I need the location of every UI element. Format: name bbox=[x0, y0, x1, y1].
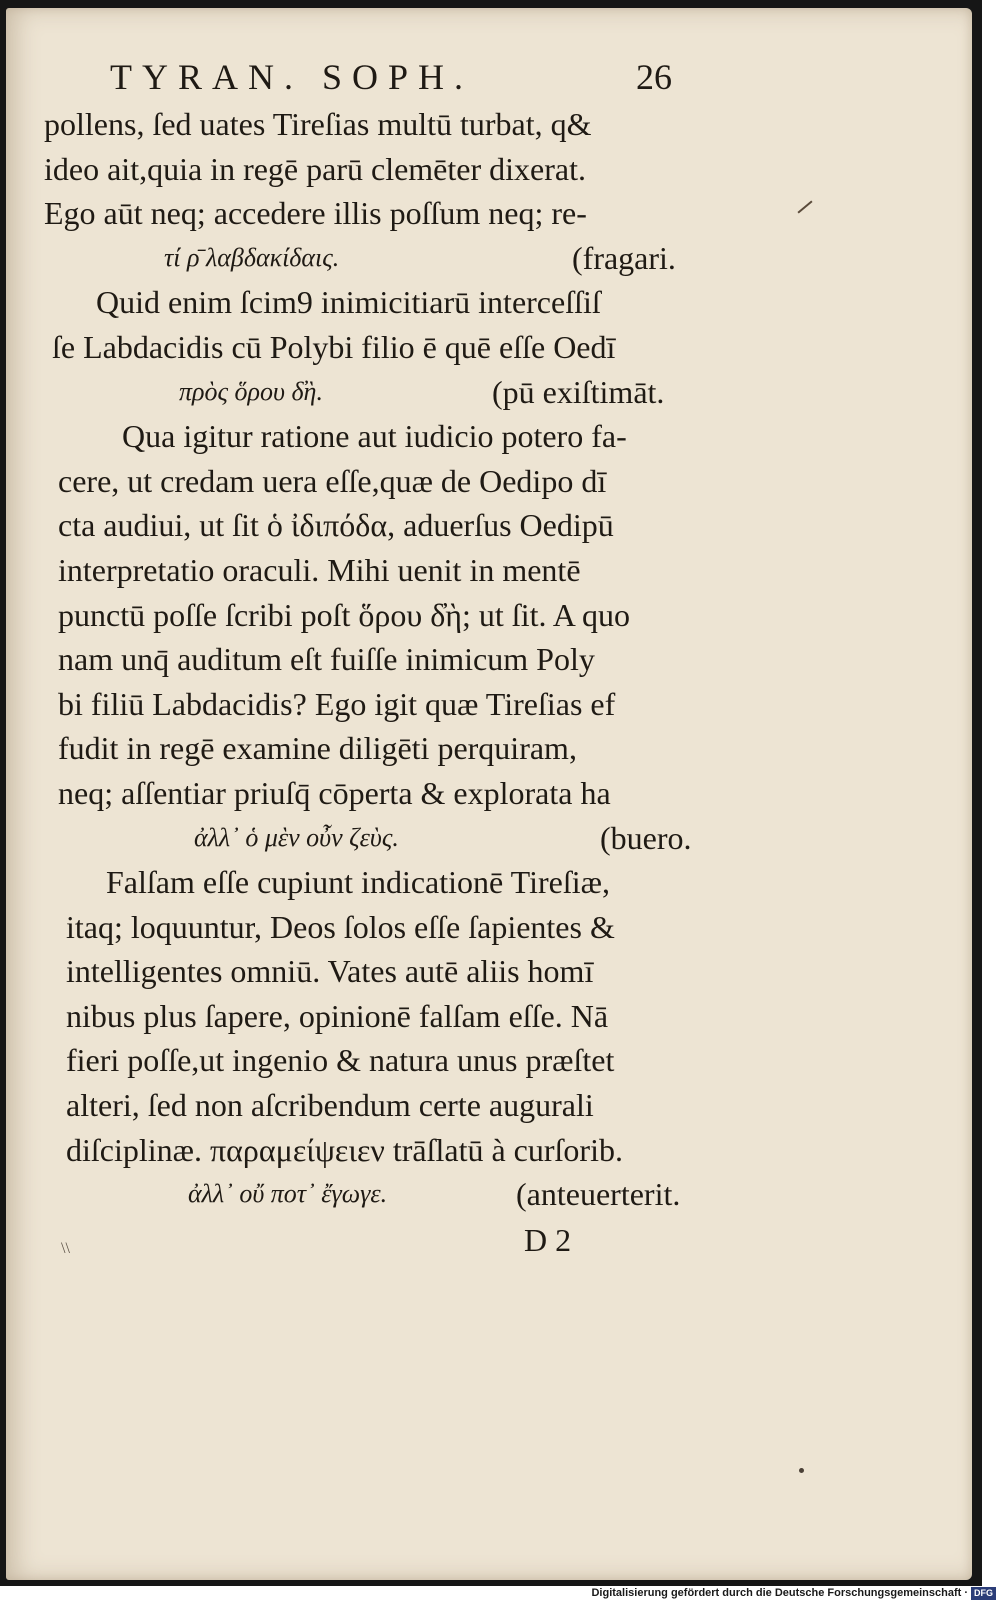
text-block bbox=[44, 48, 744, 1217]
text-line: ideo ait,quia in regē parū clemēter dixerat. bbox=[44, 150, 586, 187]
turnover-text: (fragari. bbox=[572, 239, 676, 276]
turnover-text: (buero. bbox=[600, 819, 692, 856]
text-line: bi filiū Labdacidis? Ego igit quæ Tireſias ef bbox=[58, 685, 616, 722]
text-line: intelligentes omniū. Vates autē aliis homī bbox=[66, 953, 594, 990]
text-line: neq; aſſentiar priuſq̄ cōperta & explorata ha bbox=[58, 774, 611, 811]
page-header bbox=[44, 48, 744, 102]
greek-quote: πρὸς ὅρου δ̓ὴ. bbox=[179, 376, 323, 406]
text-line: Quid enim ſcim9 inimicitiarū interceſſiſ bbox=[96, 284, 601, 321]
turnover-text: (anteuerterit. bbox=[516, 1176, 681, 1213]
digitization-credit bbox=[591, 1585, 996, 1601]
text-line: nam unq̄ auditum eſt fuiſſe inimicum Poly bbox=[58, 641, 595, 678]
text-line: ſe Labdacidis cū Polybi filio ē quē eſſe Oedī bbox=[52, 328, 616, 365]
running-title: TYRAN. SOPH. bbox=[110, 57, 474, 97]
text-line: cta audiui, ut ſit ὁ ἰδιπόδα, aduerſus Oedipū bbox=[58, 507, 614, 544]
greek-quote-line bbox=[44, 1172, 744, 1217]
text-line: pollens, ſed uates Tireſias multū turbat, q& bbox=[44, 106, 592, 142]
ink-speck bbox=[799, 1468, 804, 1473]
margin-mark: \\ bbox=[61, 1240, 70, 1257]
greek-quote-line bbox=[44, 370, 744, 415]
ink-stroke bbox=[797, 200, 812, 213]
book-page bbox=[6, 8, 972, 1580]
text-line: fieri poſſe,ut ingenio & natura unus præſtet bbox=[66, 1042, 615, 1079]
greek-quote: ἀλλ᾽ ὁ μὲν οὖν ζεὺς. bbox=[194, 822, 399, 852]
turnover-text: (pū exiſtimāt. bbox=[492, 373, 665, 410]
text-line: punctū poſſe ſcribi poſt ὅρου δ̓ὴ; ut ſit. A quo bbox=[58, 596, 631, 633]
greek-quote: ἀλλ᾽ οὔ ποτ᾽ ἔγωγε. bbox=[188, 1179, 388, 1209]
text-line: interpretatio oraculi. Mihi uenit in mentē bbox=[58, 551, 581, 588]
text-line: itaq; loquuntur, Deos ſolos eſſe ſapientes & bbox=[66, 908, 615, 945]
page-number: 26 bbox=[636, 57, 672, 97]
text-line: cere, ut credam uera eſſe,quæ de Oedipo dī bbox=[58, 462, 607, 499]
greek-quote-line bbox=[44, 236, 744, 281]
text-line: Qua igitur ratione aut iudicio potero fa- bbox=[122, 418, 627, 455]
text-line: diſciplinæ. παραμείψειεν trāſlatū à curſorib. bbox=[66, 1131, 623, 1168]
signature-mark: D 2 bbox=[524, 1222, 572, 1258]
text-line: fudit in regē examine diligēti perquiram, bbox=[58, 730, 577, 767]
text-line: alteri, ſed non aſcribendum certe augurali bbox=[66, 1087, 594, 1124]
text-line: nibus plus ſapere, opinionē falſam eſſe. Nā bbox=[66, 997, 609, 1034]
greek-quote: τί ρ̄ λαβδακίδαις. bbox=[164, 242, 340, 272]
text-line: Ego aūt neq; accedere illis poſſum neq; re- bbox=[44, 195, 587, 232]
credit-text: Digitalisierung gefördert durch die Deutsche Forschungsgemeinschaft · bbox=[591, 1587, 968, 1599]
greek-quote-line bbox=[44, 816, 744, 861]
dfg-logo: DFG bbox=[971, 1587, 996, 1600]
text-line: Falſam eſſe cupiunt indicationē Tireſiæ, bbox=[106, 864, 610, 901]
